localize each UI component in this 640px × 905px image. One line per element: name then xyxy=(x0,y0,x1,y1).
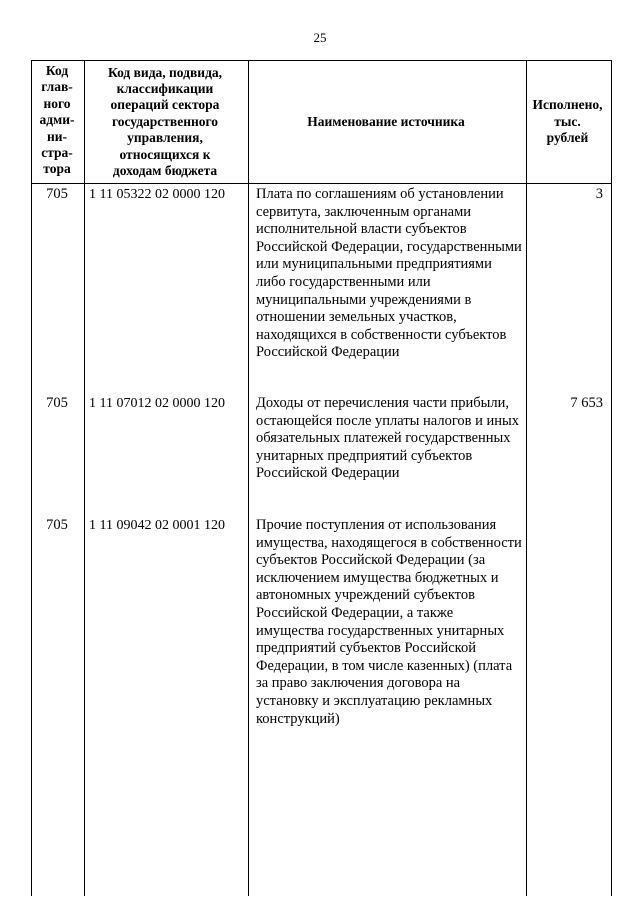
admin-code-cell: 705 xyxy=(46,186,68,202)
header-source-name-text: Наименование источника xyxy=(307,113,465,129)
admin-code-cell: 705 xyxy=(46,395,68,411)
header-admin-code xyxy=(31,61,83,183)
classification-code-cell: 1 11 09042 02 0001 120 xyxy=(89,518,225,533)
column-divider xyxy=(84,60,85,896)
header-classification-code-text: Код вида, подвида, классификации операций сектора государственного управления, относящихся к доходам бюджета xyxy=(107,64,223,179)
header-admin-code-text: Код глав- ного адми- ни- стра- тора xyxy=(39,63,75,177)
page-number: 25 xyxy=(313,30,327,45)
executed-amount-cell: 3 xyxy=(595,186,603,202)
header-source-name xyxy=(247,61,525,183)
admin-code-cell: 705 xyxy=(46,517,68,533)
source-name-cell: Плата по соглашениям об установлении сервитута, заключенным органами исполнительной власти субъектов Российской Федерации, государственными или муниципальными предприятиями либо государственными или муниципальными учреждениями в отношении земельных участков, находящихся в собственности субъектов Российской Федерации xyxy=(256,186,522,361)
classification-code-cell: 1 11 07012 02 0000 120 xyxy=(89,396,225,411)
header-executed xyxy=(525,61,610,183)
source-name-cell: Доходы от перечисления части прибыли, остающейся после уплаты налогов и иных обязательных платежей государственных унитарных предприятий субъектов Российской Федерации xyxy=(256,395,520,482)
source-name-cell: Прочие поступления от использования имущества, находящегося в собственности субъектов Российской Федерации (за исключением имущества бюджетных и автономных учреждений субъектов Российской Федерации, а также имущества государственных унитарных предприятий субъектов Российской Федерации, в том числе казенных) (плата за право заключения договора на установку и эксплуатацию рекламных конструкций) xyxy=(256,517,522,727)
table-header xyxy=(31,60,612,184)
header-classification-code xyxy=(83,61,247,183)
classification-code-cell: 1 11 05322 02 0000 120 xyxy=(89,187,225,202)
header-executed-text: Исполнено, тыс. рублей xyxy=(532,97,603,146)
executed-amount-cell: 7 653 xyxy=(570,395,603,411)
